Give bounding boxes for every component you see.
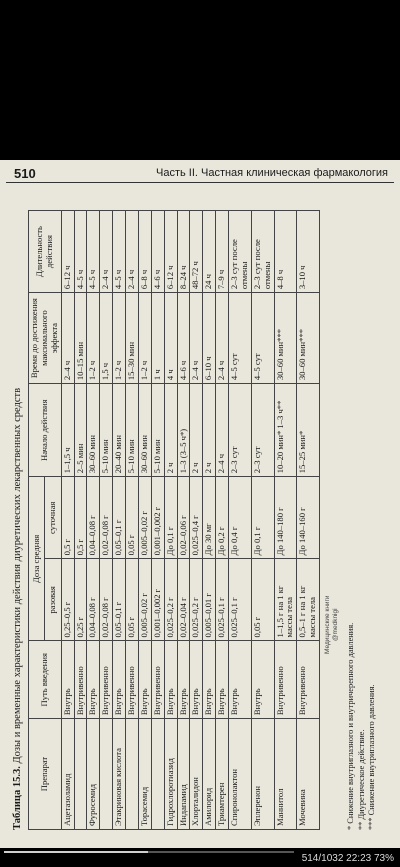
cell-daily-dose: До 0,2 г: [216, 477, 229, 559]
cell-peak: 1–2 ч: [138, 293, 151, 384]
cell-single-dose: 0,025–0,2 г: [164, 559, 177, 641]
cell-single-dose: 0,025–0,1 г: [216, 559, 229, 641]
cell-onset: 2–3 сут: [251, 384, 274, 477]
cell-single-dose: 0,25–0,5 г: [61, 559, 74, 641]
table-body: [61, 211, 319, 830]
cell-single-dose: 0,05 г: [251, 559, 274, 641]
diuretics-table: [28, 210, 320, 830]
cell-route: Внутривенно: [274, 641, 297, 719]
cell-route: Внутрь: [251, 641, 274, 719]
watermark-line1: Медицинские книги: [324, 595, 331, 654]
cell-peak: 30–60 мин***: [274, 293, 297, 384]
cell-single-dose: 0,05–0,1 г: [113, 559, 126, 641]
cell-single-dose: 1–1,5 г на 1 кг массы тела: [274, 559, 297, 641]
cell-peak: 4–6 ч: [177, 293, 190, 384]
cell-peak: 2–4 ч: [61, 293, 74, 384]
cell-route: Внутрь: [177, 641, 190, 719]
cell-drug: [126, 719, 139, 830]
cell-drug: Эплеренон: [251, 719, 274, 830]
cell-drug: [151, 719, 164, 830]
watermark: [324, 595, 340, 654]
page-header: [6, 166, 394, 183]
cell-route: Внутрь: [87, 641, 100, 719]
note-3: *** Снижение внутриглазного давления.: [367, 684, 376, 830]
cell-route: Внутривенно: [100, 641, 113, 719]
status-text: 514/1032 22:23 73%: [301, 853, 394, 864]
cell-onset: 30–60 мин: [87, 384, 100, 477]
cell-duration: 6–12 ч: [164, 211, 177, 293]
cell-daily-dose: До 140–180 г: [274, 477, 297, 559]
col-duration: Длительность действия: [29, 211, 62, 293]
page-number: 510: [14, 166, 36, 181]
cell-drug: Спиронолактон: [229, 719, 252, 830]
cell-onset: 5–10 мин: [126, 384, 139, 477]
table-row: [177, 211, 190, 830]
cell-single-dose: 0,02–0,08 г: [100, 559, 113, 641]
table-row: [100, 211, 113, 830]
cell-route: Внутрь: [203, 641, 216, 719]
cell-peak: 30–60 мин***: [297, 293, 320, 384]
cell-duration: 3–10 ч: [297, 211, 320, 293]
col-dose: Доза средняя: [29, 477, 45, 641]
reading-progress-fill: [4, 851, 148, 853]
cell-duration: 2–3 сут после отмены: [229, 211, 252, 293]
cell-duration: 2–4 ч: [126, 211, 139, 293]
cell-daily-dose: 0,005–0,02 г: [138, 477, 151, 559]
table-row: [297, 211, 320, 830]
table-row: [87, 211, 100, 830]
cell-onset: 10–20 мин* 1–3 ч**: [274, 384, 297, 477]
cell-daily-dose: 0,025–0,4 г: [190, 477, 203, 559]
cell-daily-dose: До 0,1 г: [251, 477, 274, 559]
cell-duration: 6–8 ч: [138, 211, 151, 293]
col-single-dose: разовая: [45, 559, 61, 641]
cell-duration: 4–5 ч: [74, 211, 87, 293]
cell-onset: 2 ч: [203, 384, 216, 477]
cell-duration: 6–12 ч: [61, 211, 74, 293]
table-row: [138, 211, 151, 830]
cell-peak: 1–2 ч: [113, 293, 126, 384]
cell-daily-dose: 0,5 г: [61, 477, 74, 559]
cell-route: Внутрь: [229, 641, 252, 719]
cell-daily-dose: До 140–160 г: [297, 477, 320, 559]
table-row: [164, 211, 177, 830]
cell-duration: 48–72 ч: [190, 211, 203, 293]
cell-route: Внутривенно: [297, 641, 320, 719]
cell-peak: 1–2 ч: [87, 293, 100, 384]
cell-single-dose: 0,5–1 г на 1 кг массы тела: [297, 559, 320, 641]
table-row: [74, 211, 87, 830]
col-onset: Начало действия: [29, 384, 62, 477]
cell-drug: Индапамид: [177, 719, 190, 830]
rotated-table-area: [8, 194, 392, 834]
cell-route: Внутрь: [61, 641, 74, 719]
cell-single-dose: 0,005–0,01 г: [203, 559, 216, 641]
cell-peak: 4–5 сут: [229, 293, 252, 384]
cell-drug: [100, 719, 113, 830]
cell-daily-dose: 0,04–0,08 г: [87, 477, 100, 559]
cell-drug: Мочевина: [297, 719, 320, 830]
cell-drug: Триамтерен: [216, 719, 229, 830]
cell-duration: 8–24 ч: [177, 211, 190, 293]
cell-daily-dose: 0,001–0,002 г: [151, 477, 164, 559]
table-row: [203, 211, 216, 830]
cell-onset: 2–5 мин: [74, 384, 87, 477]
table-row: [61, 211, 74, 830]
cell-duration: 4–5 ч: [113, 211, 126, 293]
cell-duration: 2–4 ч: [100, 211, 113, 293]
cell-onset: 30–60 мин: [138, 384, 151, 477]
cell-drug: Маннитол: [274, 719, 297, 830]
col-route: Путь введения: [29, 641, 62, 719]
cell-onset: 2–4 ч: [216, 384, 229, 477]
cell-peak: 4 ч: [164, 293, 177, 384]
cell-onset: 15–25 мин*: [297, 384, 320, 477]
cell-drug: Ацетазоламид: [61, 719, 74, 830]
table-caption-label: Таблица 15.3.: [12, 766, 23, 830]
reader-status-bar: [0, 848, 400, 867]
cell-route: Внутрь: [113, 641, 126, 719]
cell-route: Внутривенно: [151, 641, 164, 719]
cell-duration: 24 ч: [203, 211, 216, 293]
cell-peak: 1,5 ч: [100, 293, 113, 384]
cell-duration: 2–3 сут после отмены: [251, 211, 274, 293]
cell-single-dose: 0,025–0,1 г: [229, 559, 252, 641]
cell-daily-dose: До 0,1 г: [164, 477, 177, 559]
cell-single-dose: 0,005–0,02 г: [138, 559, 151, 641]
cell-daily-dose: 0,02–0,06 г: [177, 477, 190, 559]
cell-route: Внутривенно: [126, 641, 139, 719]
cell-daily-dose: 0,5 г: [74, 477, 87, 559]
cell-peak: 1 ч: [151, 293, 164, 384]
cell-drug: Хлорталидон: [190, 719, 203, 830]
cell-drug: Этакриновая кислота: [113, 719, 126, 830]
table-row: [151, 211, 164, 830]
table-caption-text: Дозы и временные характеристики действия диуретических лекарственных средств: [12, 387, 23, 767]
cell-drug: Торасемид: [138, 719, 151, 830]
cell-onset: 2 ч: [190, 384, 203, 477]
cell-peak: 4–5 сут: [251, 293, 274, 384]
cell-onset: 2 ч: [164, 384, 177, 477]
cell-drug: Гидрохлоротиазид: [164, 719, 177, 830]
cell-onset: 2–3 сут: [229, 384, 252, 477]
note-1: * Снижение внутриглазного и внутричерепного давления.: [346, 622, 355, 830]
table-notes: [346, 623, 378, 830]
cell-daily-dose: 0,02–0,08 г: [100, 477, 113, 559]
cell-onset: 1–1,5 ч: [61, 384, 74, 477]
cell-route: Внутрь: [190, 641, 203, 719]
cell-route: Внутрь: [164, 641, 177, 719]
cell-drug: [74, 719, 87, 830]
table-row: [113, 211, 126, 830]
cell-peak: 10–15 мин: [74, 293, 87, 384]
cell-onset: 1–3 (3–5 ч*): [177, 384, 190, 477]
cell-daily-dose: До 0,4 г: [229, 477, 252, 559]
table-row: [274, 211, 297, 830]
col-peak: Время до достижения максимального эффекта: [29, 293, 62, 384]
cell-route: Внутрь: [138, 641, 151, 719]
cell-daily-dose: 0,05–0,1 г: [113, 477, 126, 559]
cell-route: Внутрь: [216, 641, 229, 719]
table-caption: [12, 388, 23, 830]
cell-onset: 5–10 мин: [151, 384, 164, 477]
cell-drug: Фуросемид: [87, 719, 100, 830]
cell-peak: 2–4 ч: [216, 293, 229, 384]
cell-drug: Амилорид: [203, 719, 216, 830]
cell-onset: 5–10 мин: [100, 384, 113, 477]
cell-single-dose: 0,001–0,002 г: [151, 559, 164, 641]
cell-daily-dose: 0,05 г: [126, 477, 139, 559]
cell-duration: 4–5 ч: [87, 211, 100, 293]
reading-progress-bar[interactable]: [4, 851, 294, 853]
col-daily-dose: суточная: [45, 477, 61, 559]
cell-single-dose: 0,025–0,2 г: [190, 559, 203, 641]
cell-duration: 7–9 ч: [216, 211, 229, 293]
part-title: Часть II. Частная клиническая фармакология: [156, 167, 388, 179]
cell-single-dose: 0,25 г: [74, 559, 87, 641]
book-page: [0, 160, 400, 848]
cell-peak: 15–30 мин: [126, 293, 139, 384]
table-row: [126, 211, 139, 830]
cell-duration: 4–6 ч: [151, 211, 164, 293]
cell-peak: 2–4 ч: [190, 293, 203, 384]
table-row: [229, 211, 252, 830]
cell-single-dose: 0,05 г: [126, 559, 139, 641]
cell-single-dose: 0,04–0,08 г: [87, 559, 100, 641]
col-drug: Препарат: [29, 719, 62, 830]
table-row: [190, 211, 203, 830]
table-row: [216, 211, 229, 830]
cell-daily-dose: До 30 мг: [203, 477, 216, 559]
watermark-line2: @medknigi: [331, 608, 339, 642]
cell-route: Внутривенно: [74, 641, 87, 719]
cell-single-dose: 0,02–0,04 г: [177, 559, 190, 641]
note-2: ** Диуретическое действие.: [356, 729, 366, 830]
cell-onset: 20–40 мин: [113, 384, 126, 477]
cell-duration: 4–8 ч: [274, 211, 297, 293]
header-row-1: [29, 211, 45, 830]
table-row: [251, 211, 274, 830]
cell-peak: 6–10 ч: [203, 293, 216, 384]
